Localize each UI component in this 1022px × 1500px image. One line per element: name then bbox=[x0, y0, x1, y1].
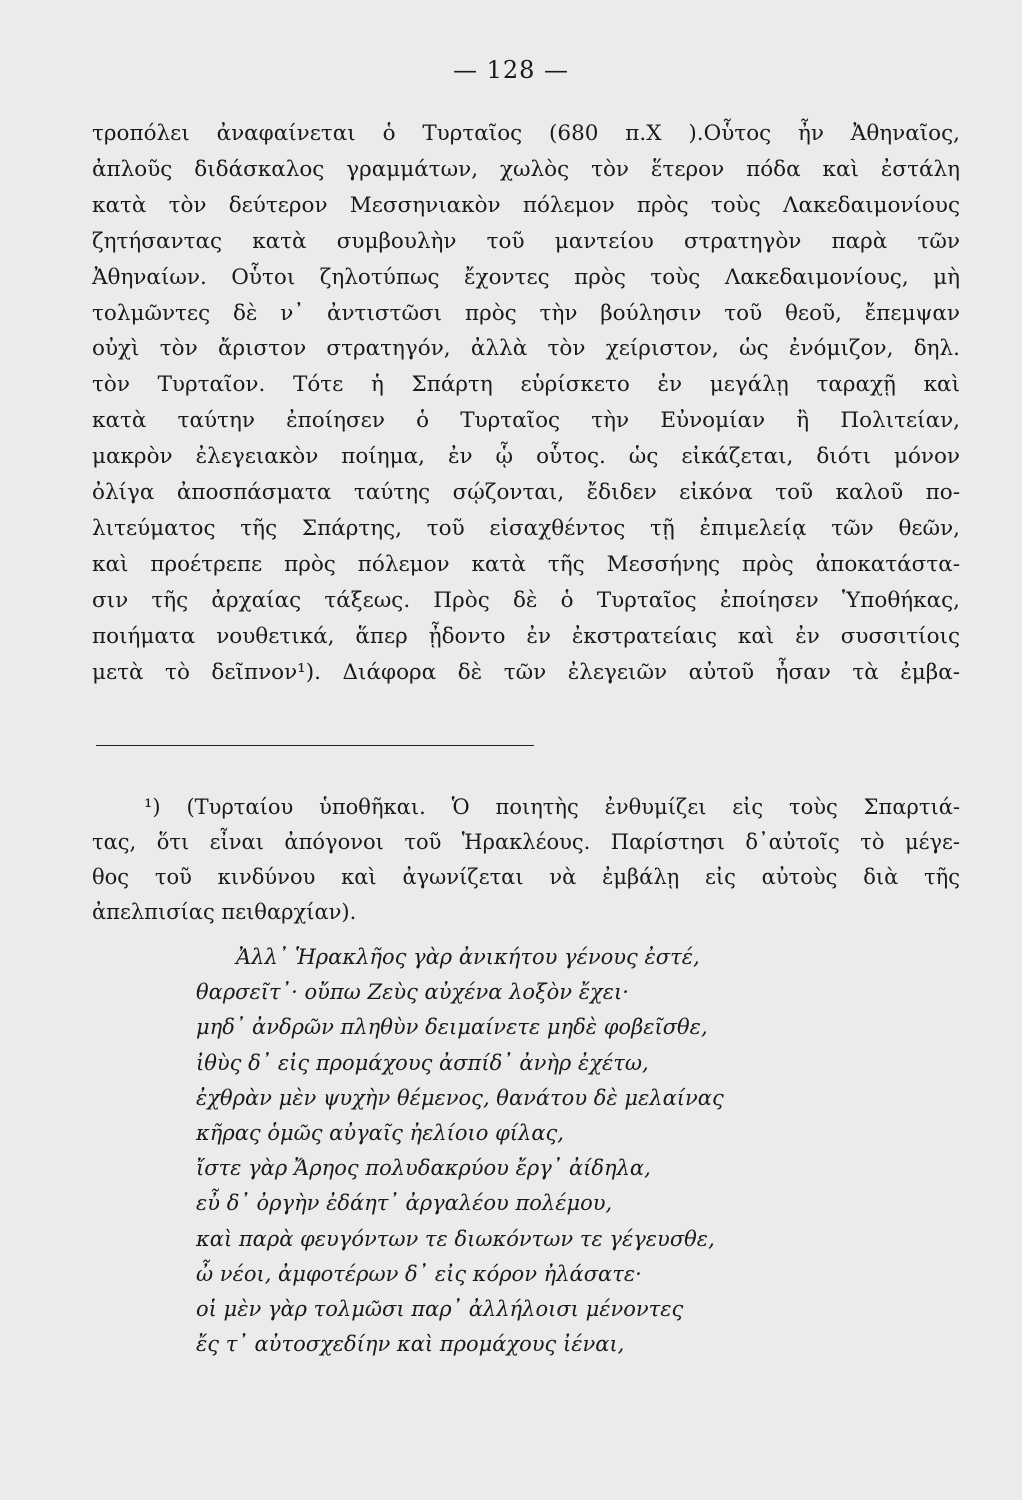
text-line: σιν τῆς ἀρχαίας τάξεως. Πρὸς δὲ ὁ Τυρταῖος ἐποίησεν Ὑποθήκας, bbox=[92, 587, 960, 613]
verse-line: Ἀλλ᾽ Ἡρακλῆος γὰρ ἀνικήτου γένους ἐστέ, bbox=[236, 945, 700, 969]
footnote-line: ἀπελπισίας πειθαρχίαν). bbox=[92, 900, 357, 924]
text-line: Ἀθηναίων. Οὗτοι ζηλοτύπως ἔχοντες πρὸς τοὺς Λακεδαιμονίους, μὴ bbox=[92, 264, 960, 290]
text-line: οὐχὶ τὸν ἄριστον στρατηγόν, ἀλλὰ τὸν χείριστον, ὡς ἐνόμιζον, δηλ. bbox=[92, 336, 960, 362]
text-line: μετὰ τὸ δεῖπνον¹). Διάφορα δὲ τῶν ἐλεγειῶν αὐτοῦ ἦσαν τὰ ἐμβα- bbox=[92, 659, 960, 685]
verse-line: ἰθὺς δ᾽ εἰς προμάχους ἀσπίδ᾽ ἀνὴρ ἐχέτω, bbox=[196, 1050, 649, 1075]
verse-line: κῆρας ὁμῶς αὐγαῖς ἠελίοιο φίλας, bbox=[196, 1121, 564, 1146]
text-line: ὀλίγα ἀποσπάσματα ταύτης σῴζονται, ἔδιδεν εἰκόνα τοῦ καλοῦ πο- bbox=[92, 480, 960, 506]
footnote-line: ¹) (Τυρταίου ὑποθῆκαι. Ὁ ποιητὴς ἐνθυμίζει εἰς τοὺς Σπαρτιά- bbox=[144, 795, 960, 819]
footnote-line: τας, ὅτι εἶναι ἀπόγονοι τοῦ Ἡρακλέους. Παρίστησι δ᾽αὐτοῖς τὸ μέγε- bbox=[92, 830, 960, 854]
footnote-separator bbox=[96, 745, 534, 746]
text-line: λιτεύματος τῆς Σπάρτης, τοῦ εἰσαχθέντος τῇ ἐπιμελείᾳ τῶν θεῶν, bbox=[92, 515, 960, 541]
text-line: ἀπλοῦς διδάσκαλος γραμμάτων, χωλὸς τὸν ἕτερον πόδα καὶ ἐστάλη bbox=[92, 156, 960, 182]
text-line: ζητήσαντας κατὰ συμβουλὴν τοῦ μαντείου στρατηγὸν παρὰ τῶν bbox=[92, 228, 960, 254]
verse-line: μηδ᾽ ἀνδρῶν πληθὺν δειμαίνετε μηδὲ φοβεῖσθε, bbox=[196, 1015, 708, 1040]
verse-line: οἱ μὲν γὰρ τολμῶσι παρ᾽ ἀλλήλοισι μένοντες bbox=[196, 1297, 684, 1322]
text-line: μακρὸν ἐλεγειακὸν ποίημα, ἐν ᾧ οὗτος. ὡς εἰκάζεται, διότι μόνον bbox=[92, 444, 960, 470]
verse-quotation bbox=[196, 940, 956, 1362]
verse-line: ἴστε γὰρ Ἄρηος πολυδακρύου ἔργ᾽ ἀίδηλα, bbox=[196, 1156, 651, 1181]
page-number: — 128 — bbox=[452, 56, 570, 84]
verse-line: ἔς τ᾽ αὐτοσχεδίην καὶ προμάχους ἰέναι, bbox=[196, 1332, 625, 1357]
footnote-line: θος τοῦ κινδύνου καὶ ἀγωνίζεται νὰ ἐμβάλῃ εἰς αὐτοὺς διὰ τῆς bbox=[92, 865, 960, 889]
verse-line: ὦ νέοι, ἀμφοτέρων δ᾽ εἰς κόρον ἠλάσατε· bbox=[196, 1261, 642, 1286]
footnote bbox=[92, 790, 960, 930]
verse-line: καὶ παρὰ φευγόντων τε διωκόντων τε γέγευσθε, bbox=[196, 1226, 715, 1251]
main-paragraph bbox=[92, 116, 960, 691]
text-line: καὶ προέτρεπε πρὸς πόλεμον κατὰ τῆς Μεσσήνης πρὸς ἀποκατάστα- bbox=[92, 551, 960, 577]
text-line: κατὰ τὸν δεύτερον Μεσσηνιακὸν πόλεμον πρὸς τοὺς Λακεδαιμονίους bbox=[92, 192, 960, 218]
text-line: τολμῶντες δὲ ν᾽ ἀντιστῶσι πρὸς τὴν βούλησιν τοῦ θεοῦ, ἔπεμψαν bbox=[92, 300, 960, 326]
verse-line: εὖ δ᾽ ὀργὴν ἐδάητ᾽ ἀργαλέου πολέμου, bbox=[196, 1191, 613, 1216]
text-line: ποιήματα νουθετικά, ἅπερ ᾖδοντο ἐν ἐκστρατείαις καὶ ἐν συσσιτίοις bbox=[92, 623, 960, 649]
text-line: τὸν Τυρταῖον. Τότε ἡ Σπάρτη εὑρίσκετο ἐν μεγάλῃ ταραχῇ καὶ bbox=[92, 372, 960, 398]
text-line: τροπόλει ἀναφαίνεται ὁ Τυρταῖος (680 π.Χ ).Οὗτος ἦν Ἀθηναῖος, bbox=[92, 121, 960, 146]
verse-line: θαρσεῖτ᾽· οὔπω Ζεὺς αὐχένα λοξὸν ἔχει· bbox=[196, 980, 629, 1005]
text-line: κατὰ ταύτην ἐποίησεν ὁ Τυρταῖος τὴν Εὐνομίαν ἢ Πολιτείαν, bbox=[92, 408, 960, 434]
verse-line: ἐχθρὰν μὲν ψυχὴν θέμενος, θανάτου δὲ μελαίνας bbox=[196, 1085, 724, 1110]
